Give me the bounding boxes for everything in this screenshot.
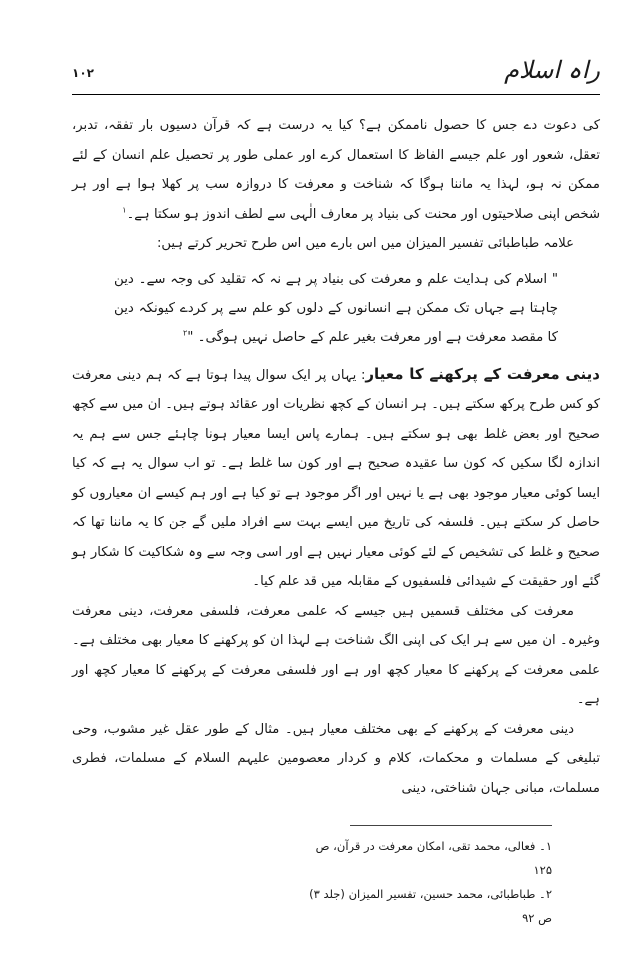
footnote-area [72, 825, 600, 930]
paragraph-1 [72, 111, 600, 229]
running-head [72, 52, 600, 92]
header-rule [72, 94, 600, 95]
quote-text: " اسلام کی ہدایت علم و معرفت کی بنیاد پر ہے نہ کہ تقلید کی وجہ سے۔ دین چاہتا ہے جہاں تک ممکن ہے انسانوں کے دلوں کو علم سے پر کردے کیونکہ دین کا مقصد معرفت ہے اور معرفت بغیر علم کے حاصل نہیں ہوگی۔ " [114, 271, 558, 345]
body-text [72, 111, 600, 803]
page-number: ۱۰۲ [72, 66, 94, 80]
footnote-2: ۲۔ طباطبائی، محمد حسین، تفسیر المیزان (جلد ۳) ص ۹۲ [309, 887, 552, 925]
paragraph-5: دینی معرفت کے پرکھنے کے بھی مختلف معیار ہیں۔ مثال کے طور عقل غیر مشوب، وحی تبلیغی کے مسلمات و محکمات، کلام و کردار معصومین علیہم السلام کے مسلمات، فطری مسلمات، مبانی جہان شناختی، دینی [72, 721, 600, 796]
paragraph-3-text: : یہاں پر ایک سوال پیدا ہوتا ہے کہ ہم دینی معرفت کو کس طرح پرکھ سکتے ہیں۔ ہر انسان کے کچھ نظریات اور عقائد ہوتے ہیں۔ ان میں سے کچھ صحیح اور بعض غلط بھی ہو سکتے ہیں۔ ہمارے پاس ایسا معیار ہونا چاہئے جس سے ہم یہ اندازہ لگا سکیں کہ کون سا عقیدہ صحیح ہے اور کون سا غلط ہے۔ تو اب سوال یہ ہے کہ کیا ایسا کوئی معیار موجود بھی ہے یا نہیں اور اگر موجود ہے تو کیا ہے اور ہم کیسے ان معیاروں کو حاصل کر سکتے ہیں۔ فلسفہ کی تاریخ میں ایسے بہت سے افراد ملیں گے جن کا یہ ماننا تھا کہ صحیح و غلط کی تشخیص کے لئے کوئی معیار نہیں ہے اور اسی وجہ سے وہ شکاکیت کا شکار ہو گئے اور حقیقت کے شیدائی فلسفیوں کے مقابلہ میں قد علم کیا۔ [72, 367, 600, 589]
footnote-ref-2: ۲ [182, 328, 188, 338]
paragraph-2: علامہ طباطبائی تفسیر المیزان میں اس بارے میں اس طرح تحریر کرتے ہیں: [156, 236, 574, 251]
footnotes [300, 834, 552, 930]
paragraph-4: معرفت کی مختلف قسمیں ہیں جیسے کہ علمی معرفت، فلسفی معرفت، دینی معرفت وغیرہ۔ ان میں سے ہر ایک کی اپنی الگ شناخت ہے لہذا ان کو پرکھنے کا معیار بھی مختلف ہے۔ علمی معرفت کے پرکھنے کا معیار کچھ اور ہے اور فلسفی معرفت کے پرکھنے کا معیار کچھ اور ہے۔ [72, 603, 600, 707]
block-quote [114, 265, 558, 352]
paragraph-3 [72, 360, 600, 597]
section-heading: دینی معرفت کے پرکھنے کا معیار [365, 364, 600, 383]
footnote-ref-1: ۱ [122, 205, 127, 215]
footnote-rule [350, 825, 552, 826]
book-title: راہ اسلام [504, 56, 600, 84]
paragraph-1-text: کی دعوت دے جس کا حصول ناممکن ہے؟ کیا یہ درست ہے کہ قرآن دسیوں بار تفقہ، تدبر، تعقل، شعور اور علم جیسے الفاظ کا استعمال کرے اور عملی طور پر تحصیل علم انسان کے لئے ممکن نہ ہو، لہذا یہ ماننا ہوگا کہ شناخت و معرفت کا دروازہ سب پر کھلا ہوا ہے اور ہر شخص اپنی صلاحیتوں اور محنت کی بنیاد پر معارف الٰہی سے لطف اندوز ہو سکتا ہے۔ [72, 118, 600, 222]
footnote-1: ۱۔ فعالی، محمد تقی، امکان معرفت در قرآن، ص ۱۲۵ [315, 839, 552, 877]
